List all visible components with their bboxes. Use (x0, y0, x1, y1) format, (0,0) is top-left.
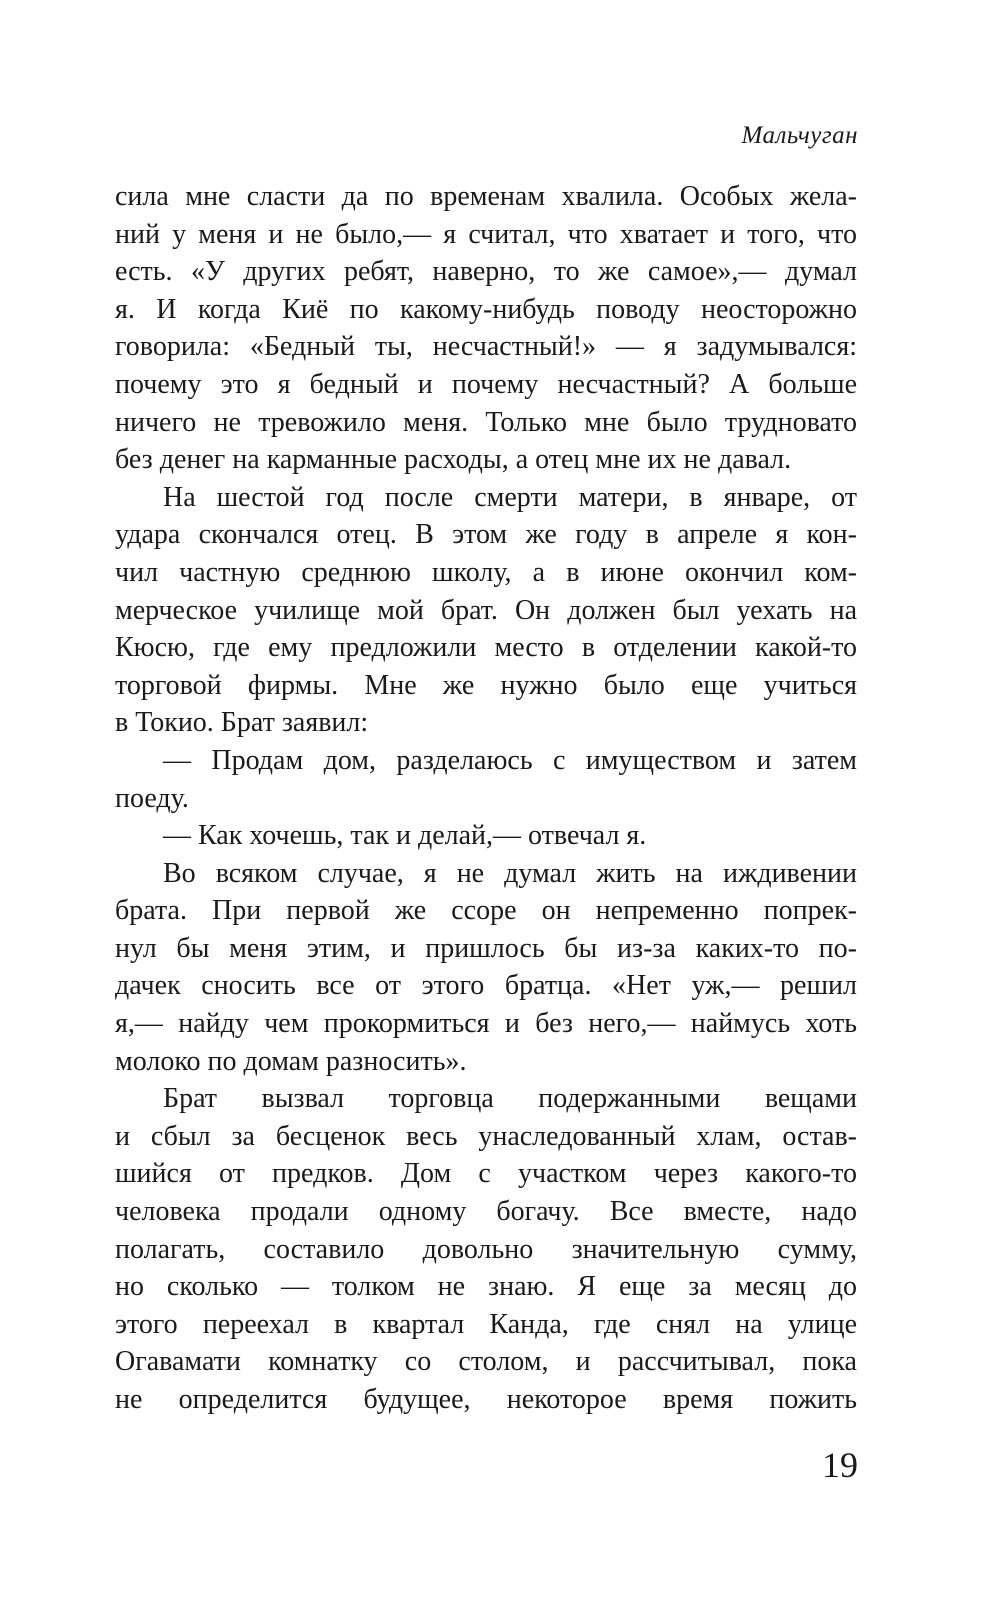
text-line: шийся от предков. Дом с участком через какого-то (115, 1158, 857, 1190)
text-line: без денег на карманные расходы, а отец мне их не давал. (115, 444, 792, 476)
text-line: чил частную среднюю школу, а в июне окончил ком- (115, 556, 857, 588)
text-line: я,— найду чем прокормиться и без него,— наймусь хоть (115, 1008, 857, 1040)
text-line: ний у меня и не было,— я считал, что хватает и того, что (115, 218, 857, 250)
text-line: брата. При первой же ссоре он непременно попрек- (115, 895, 857, 927)
text-line: нул бы меня этим, и пришлось бы из-за каких-то по- (115, 932, 857, 964)
text-line: торговой фирмы. Мне же нужно было еще учиться (115, 669, 857, 701)
text-line: говорила: «Бедный ты, несчастный!» — я задумывался: (115, 331, 857, 363)
text-line: На шестой год после смерти матери, в январе, от (163, 481, 857, 513)
text-line: не определится будущее, некоторое время пожить (115, 1384, 857, 1415)
text-line: человека продали одному богачу. Все вместе, надо (115, 1196, 857, 1228)
text-line: Во всяком случае, я не думал жить на иждивении (163, 857, 857, 889)
text-line: молоко по домам разносить». (115, 1045, 467, 1077)
text-line: Кюсю, где ему предложили место в отделении какой-то (115, 632, 857, 664)
running-head: Мальчуган (741, 122, 858, 149)
text-line: но сколько — толком не знаю. Я еще за месяц до (115, 1271, 857, 1303)
text-line: ничего не тревожило меня. Только мне было трудновато (115, 406, 857, 438)
text-line: поеду. (115, 782, 189, 814)
text-line: Огавамати комнатку со столом, и рассчитывал, пока (115, 1346, 857, 1378)
text-line: и сбыл за бесценок весь унаследованный хлам, остав- (115, 1120, 857, 1152)
text-line: удара скончался отец. В этом же году в апреле я кон- (115, 519, 857, 551)
text-line: почему это я бедный и почему несчастный? А больше (115, 368, 857, 400)
page-number: 19 (822, 1445, 858, 1485)
text-line: полагать, составило довольно значительную сумму, (115, 1233, 857, 1265)
text-line: — Как хочешь, так и делай,— отвечал я. (163, 820, 647, 852)
text-line: мерческое училище мой брат. Он должен был уехать на (115, 594, 857, 626)
text-line: сила мне сласти да по временам хвалила. Особых жела- (115, 181, 857, 212)
body-text (115, 178, 857, 1419)
text-line: дачек сносить все от этого братца. «Нет уж,— решил (115, 970, 857, 1002)
text-line: Брат вызвал торговца подержанными вещами (163, 1083, 857, 1115)
text-line: я. И когда Киё по какому-нибудь поводу неосторожно (115, 293, 857, 325)
text-line: в Токио. Брат заявил: (115, 707, 369, 739)
text-line: есть. «У других ребят, наверно, то же самое»,— думал (115, 256, 857, 288)
text-line: — Продам дом, разделаюсь с имуществом и затем (163, 744, 857, 776)
text-line: этого переехал в квартал Канда, где снял на улице (115, 1308, 857, 1340)
